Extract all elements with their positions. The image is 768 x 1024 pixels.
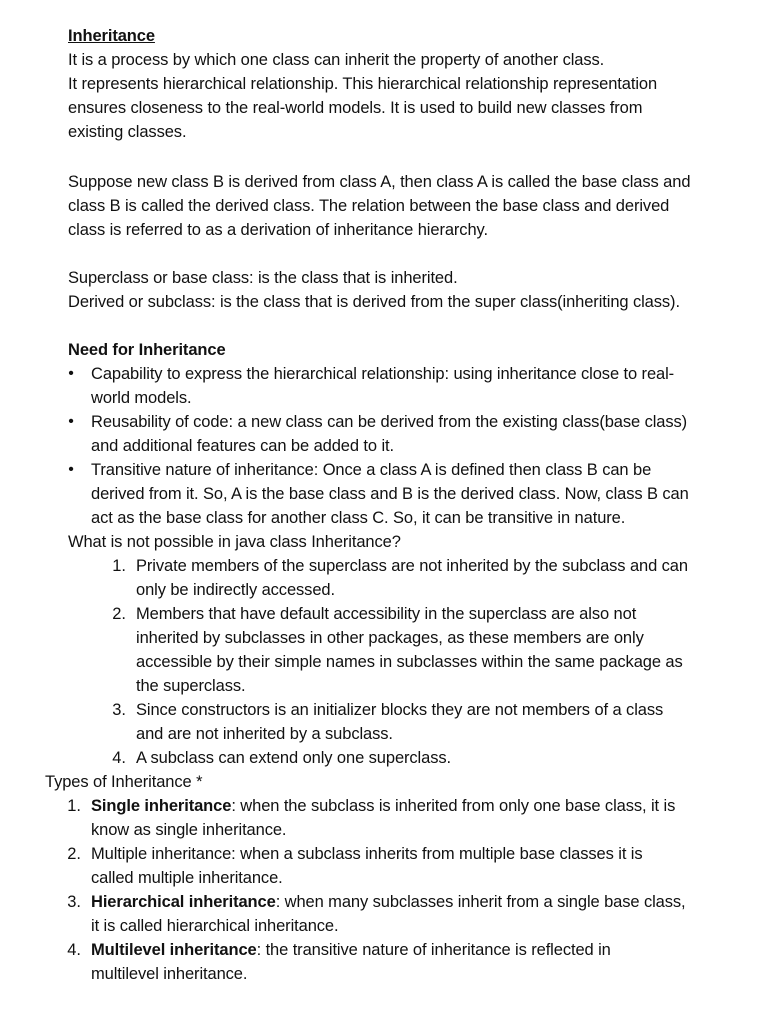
list-number: 4. xyxy=(67,941,81,959)
bullet-icon: • xyxy=(68,413,74,430)
intro-line: existing classes. xyxy=(68,123,187,141)
bullet-icon: • xyxy=(68,365,74,382)
list-item: A subclass can extend only one superclass. xyxy=(136,749,451,767)
list-item: the superclass. xyxy=(136,677,246,695)
list-number: 4. xyxy=(112,749,126,767)
list-item xyxy=(91,794,675,818)
list-item: act as the base class for another class C. So, it can be transitive in nature. xyxy=(91,509,626,527)
list-item: Reusability of code: a new class can be derived from the existing class(base class) xyxy=(91,413,688,431)
list-item: world models. xyxy=(91,389,192,407)
list-item: Capability to express the hierarchical relationship: using inheritance close to real- xyxy=(91,365,675,383)
term-description: : the transitive nature of inheritance is reflected in xyxy=(256,941,611,959)
list-number: 2. xyxy=(67,845,81,863)
list-item: it is called hierarchical inheritance. xyxy=(91,917,339,935)
bullet-icon: • xyxy=(68,461,74,478)
page-heading: Inheritance xyxy=(68,27,155,45)
derived-line: class B is called the derived class. The relation between the base class and derived xyxy=(68,197,670,215)
list-number: 3. xyxy=(67,893,81,911)
list-item: multilevel inheritance. xyxy=(91,965,248,983)
list-number: 2. xyxy=(112,605,126,623)
need-heading: Need for Inheritance xyxy=(68,341,226,359)
intro-line: It is a process by which one class can inherit the property of another class. xyxy=(68,51,605,69)
intro-line: It represents hierarchical relationship. This hierarchical relationship representation xyxy=(68,75,658,93)
intro-line: ensures closeness to the real-world models. It is used to build new classes from xyxy=(68,99,643,117)
list-item xyxy=(91,890,686,914)
question-line: What is not possible in java class Inheritance? xyxy=(68,533,401,551)
list-item: know as single inheritance. xyxy=(91,821,287,839)
term-description: : when the subclass is inherited from only one base class, it is xyxy=(231,797,676,815)
definition-line: Derived or subclass: is the class that is derived from the super class(inheriting class). xyxy=(68,293,680,311)
list-item: called multiple inheritance. xyxy=(91,869,283,887)
definition-line: Superclass or base class: is the class that is inherited. xyxy=(68,269,458,287)
list-item: and are not inherited by a subclass. xyxy=(136,725,393,743)
list-item: derived from it. So, A is the base class and B is the derived class. Now, class B can xyxy=(91,485,689,503)
term-label: Hierarchical inheritance xyxy=(91,893,276,911)
list-number: 3. xyxy=(112,701,126,719)
list-item: inherited by subclasses in other packages, as these members are only xyxy=(136,629,644,647)
list-item: only be indirectly accessed. xyxy=(136,581,335,599)
term-description: : when many subclasses inherit from a single base class, xyxy=(275,893,686,911)
term-label: Single inheritance xyxy=(91,797,232,815)
derived-line: class is referred to as a derivation of inheritance hierarchy. xyxy=(68,221,488,239)
list-number: 1. xyxy=(112,557,126,575)
list-item: Private members of the superclass are not inherited by the subclass and can xyxy=(136,557,688,575)
list-item: and additional features can be added to it. xyxy=(91,437,395,455)
list-item: accessible by their simple names in subclasses within the same package as xyxy=(136,653,683,671)
list-item: Members that have default accessibility in the superclass are also not xyxy=(136,605,637,623)
list-item xyxy=(91,938,611,962)
list-item: Transitive nature of inheritance: Once a class A is defined then class B can be xyxy=(91,461,652,479)
list-item: Multiple inheritance: when a subclass inherits from multiple base classes it is xyxy=(91,845,643,863)
types-heading: Types of Inheritance * xyxy=(45,773,203,791)
term-label: Multilevel inheritance xyxy=(91,941,257,959)
list-number: 1. xyxy=(67,797,81,815)
list-item: Since constructors is an initializer blocks they are not members of a class xyxy=(136,701,664,719)
derived-line: Suppose new class B is derived from class A, then class A is called the base class and xyxy=(68,173,691,191)
